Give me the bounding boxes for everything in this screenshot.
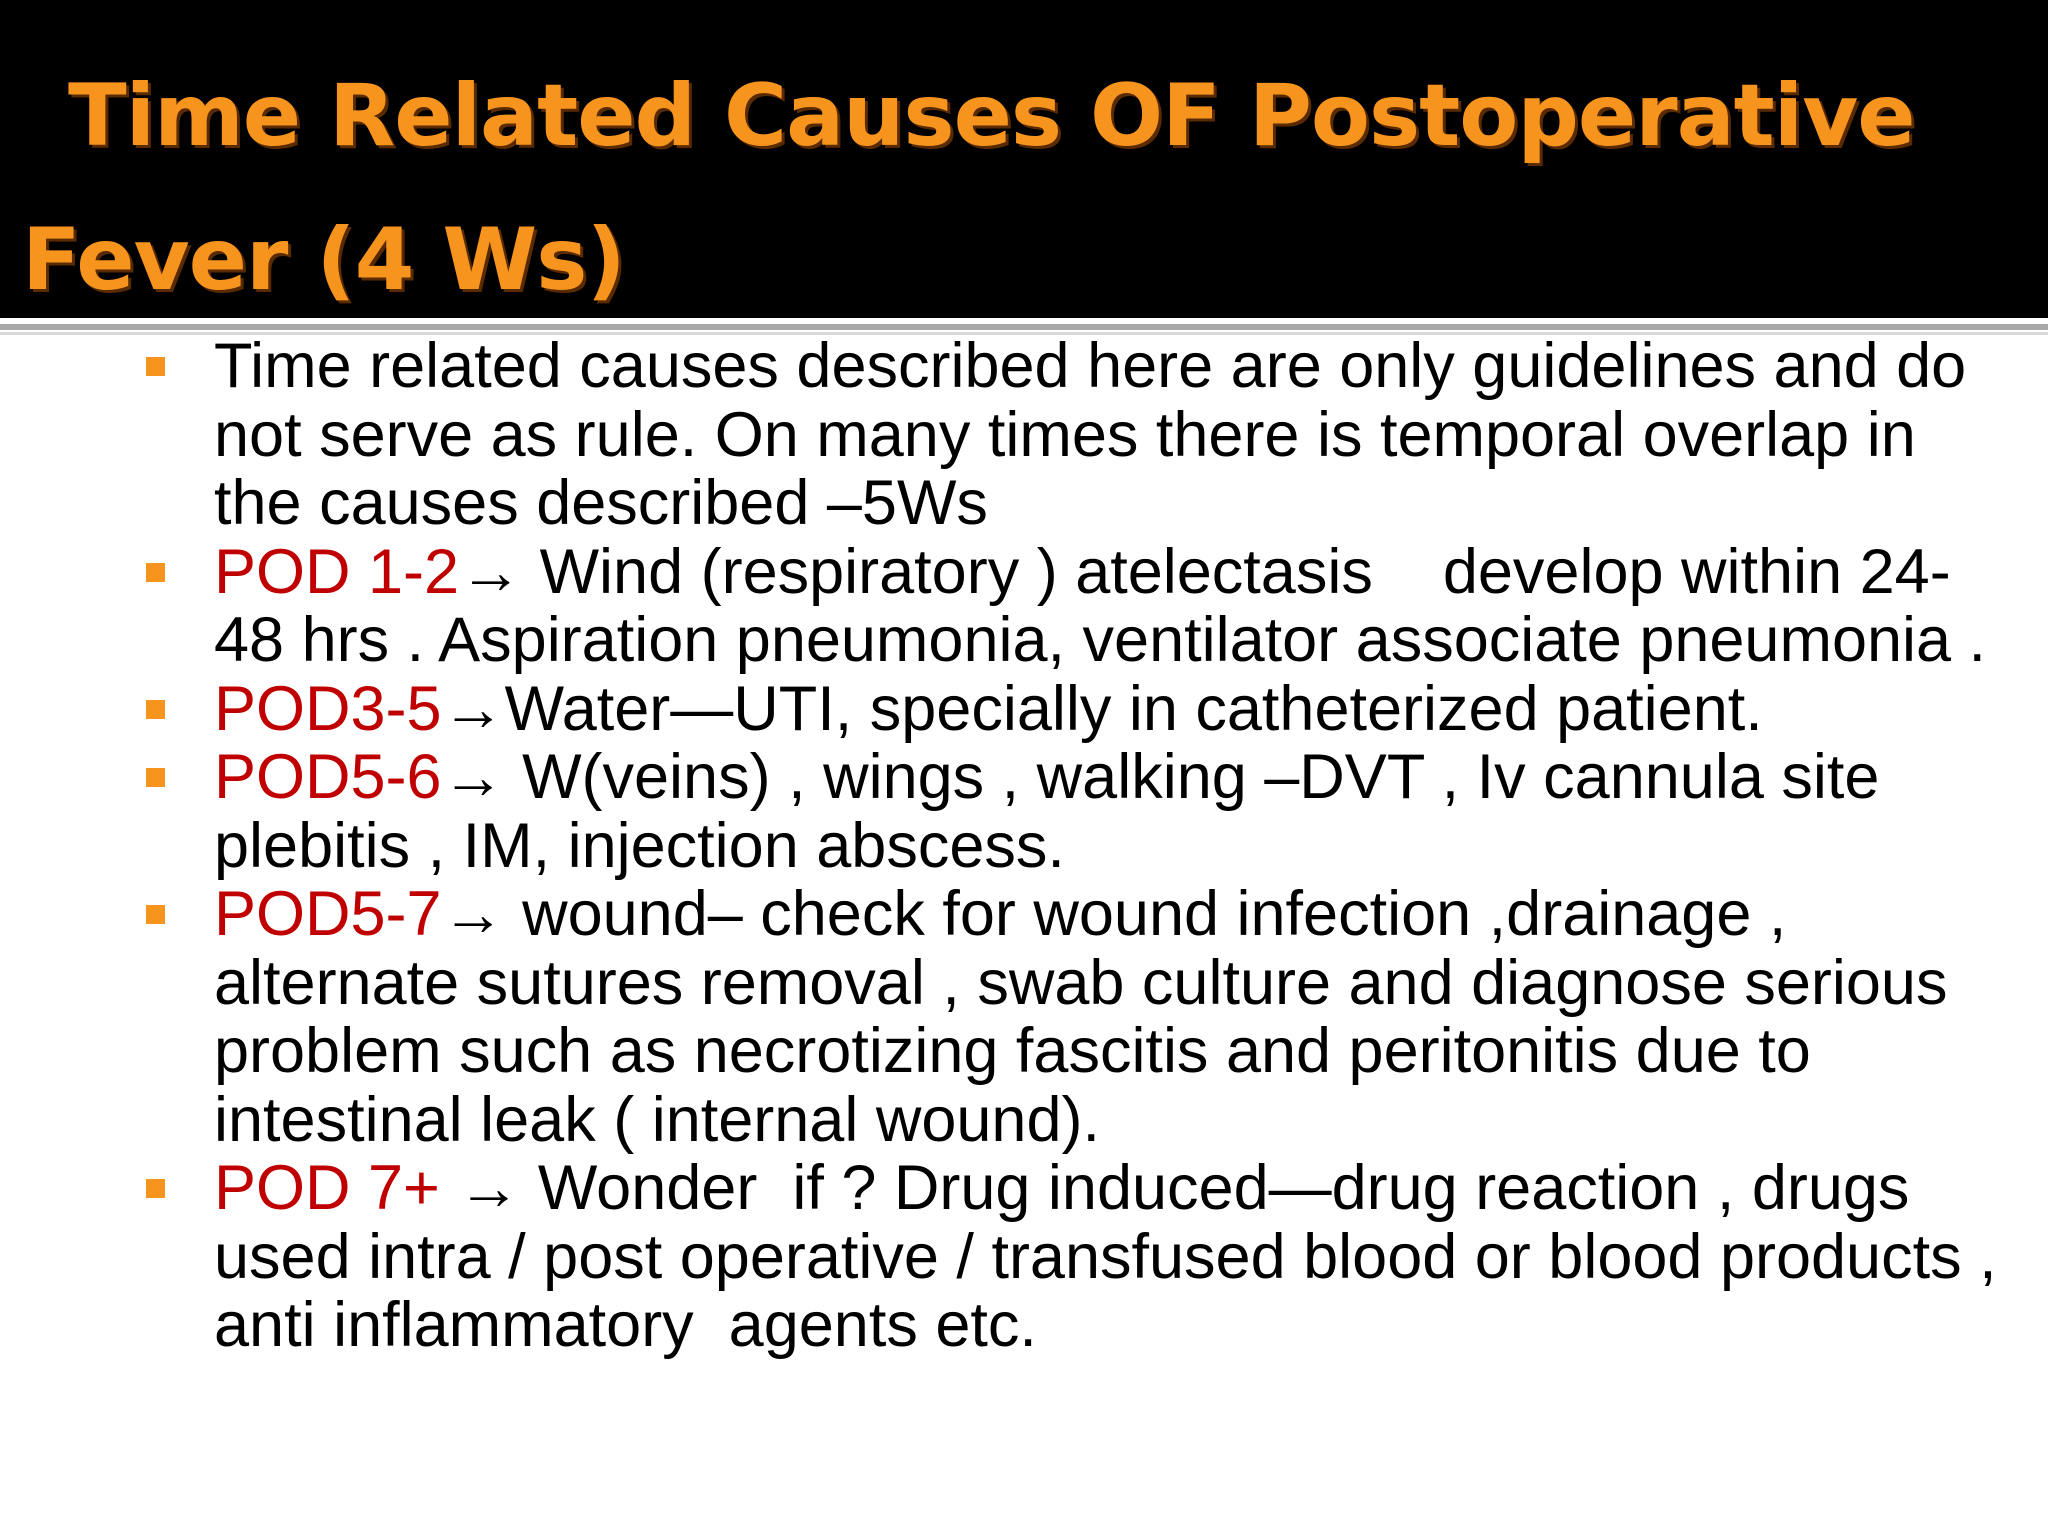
bullet-item	[140, 1154, 2020, 1360]
bullet-item	[140, 675, 2020, 744]
pod-label: POD 1-2	[214, 536, 460, 607]
square-bullet-icon	[146, 357, 165, 376]
slide-title	[22, 44, 2022, 332]
slide-title-line-1: Time Related Causes OF Postoperative	[68, 66, 1915, 166]
arrow-icon: →	[441, 879, 505, 949]
square-bullet-icon	[146, 768, 165, 787]
arrow-icon: →	[441, 673, 505, 744]
pod-label: POD3-5	[214, 673, 442, 744]
square-bullet-icon	[146, 563, 165, 582]
bullet-text: Time related causes described here are only guidelines and do not serve as rule. On many times there is temporal overlap in the causes described –5Ws	[214, 331, 1984, 538]
pod-label: POD5-6	[214, 742, 442, 812]
bullet-text: W(veins) , wings , walking –DVT , Iv cannula site plebitis , IM, injection abscess.	[214, 742, 1897, 881]
square-bullet-icon	[146, 700, 165, 719]
bullet-text: Wonder if ? Drug induced—drug reaction , drugs used intra / post operative / transfused blood or blood products , anti inflammatory agents etc.	[214, 1153, 2015, 1360]
bullet-text: Wind (respiratory ) atelectasis develop within 24-48 hrs . Aspiration pneumonia, ventilator associate pneumonia .	[214, 536, 1987, 675]
pod-label: POD 7+	[214, 1153, 458, 1223]
bullet-item	[140, 332, 2020, 538]
pod-label: POD5-7	[214, 879, 442, 949]
square-bullet-icon	[146, 1179, 165, 1198]
bullet-item	[140, 743, 2020, 880]
bullet-text: wound– check for wound infection ,drainage , alternate sutures removal , swab culture and diagnose serious problem such as necrotizing fascitis and peritonitis due to intestinal leak ( internal wound).	[214, 879, 1965, 1155]
arrow-icon: →	[457, 1153, 521, 1223]
slide-title-line-2: Fever (4 Ws)	[22, 210, 625, 310]
square-bullet-icon	[146, 905, 165, 924]
bullet-text: Water—UTI, specially in catheterized patient.	[504, 673, 1763, 744]
bullet-item	[140, 538, 2020, 675]
bullet-item	[140, 880, 2020, 1154]
arrow-icon: →	[459, 536, 523, 607]
bullet-list	[140, 332, 2020, 1360]
arrow-icon: →	[441, 742, 505, 812]
